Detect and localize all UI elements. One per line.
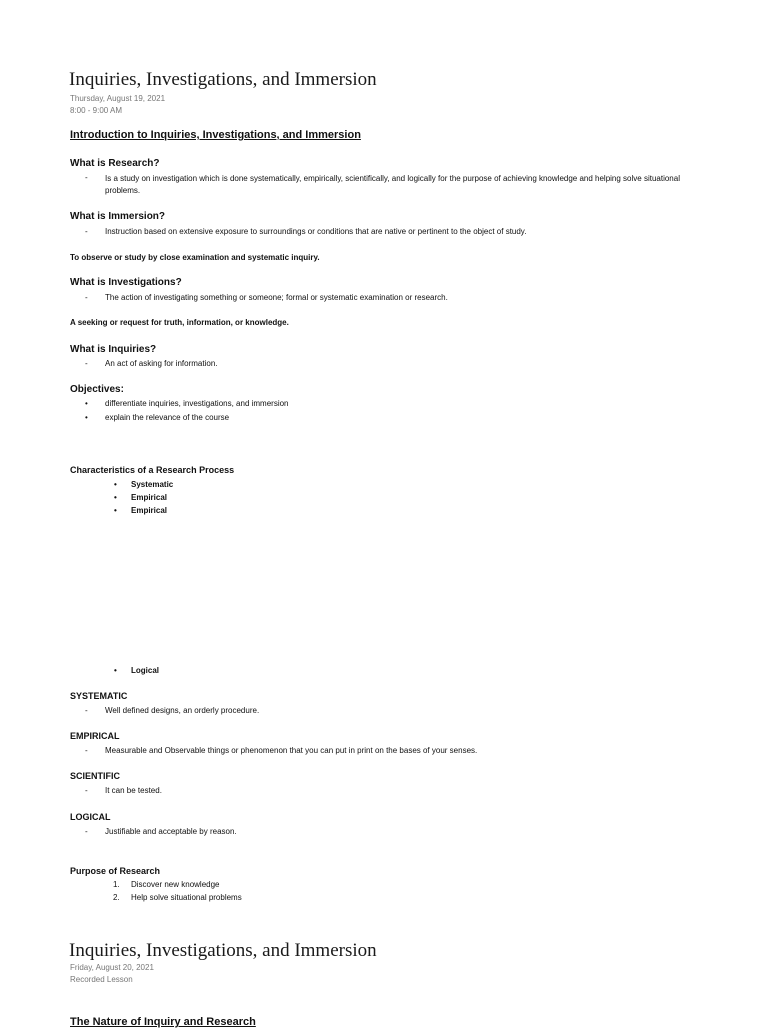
dash-bullet: - [85, 827, 88, 836]
dash-bullet: - [85, 746, 88, 755]
heading-what-is-research: What is Research? [70, 158, 160, 169]
objective-item-text: differentiate inquiries, investigations, and immersion [105, 399, 289, 408]
page-date: Thursday, August 19, 2021 [70, 94, 166, 103]
characteristic-item-text: Empirical [131, 506, 168, 515]
characteristic-item-text: Systematic [131, 480, 174, 489]
bullet-dot: • [114, 480, 117, 489]
definition-text: Justifiable and acceptable by reason. [105, 827, 237, 836]
list-number: 1. [113, 880, 120, 889]
inquiries-definition-text: An act of asking for information. [105, 359, 218, 368]
heading-what-is-investigations: What is Investigations? [70, 277, 182, 288]
purpose-item-text: Help solve situational problems [131, 893, 242, 902]
heading-objectives: Objectives: [70, 384, 124, 395]
definition-text: Measurable and Observable things or phenomenon that you can put in print on the bases of your senses. [105, 746, 478, 755]
bullet-dot: • [85, 399, 88, 408]
characteristic-item-text: Empirical [131, 493, 168, 502]
immersion-definition-text: Instruction based on extensive exposure to surroundings or conditions that are native or pertinent to the object of study. [105, 227, 527, 236]
heading-purpose: Purpose of Research [70, 866, 161, 876]
definition-text: Well defined designs, an orderly procedure. [105, 706, 260, 715]
bullet-dot: • [85, 413, 88, 422]
section2-date: Friday, August 20, 2021 [70, 963, 154, 972]
objective-item-text: explain the relevance of the course [105, 413, 230, 422]
term-systematic: SYSTEMATIC [70, 691, 128, 701]
heading-what-is-inquiries: What is Inquiries? [70, 344, 157, 355]
immersion-note: To observe or study by close examination and systematic inquiry. [70, 253, 320, 262]
investigations-note: A seeking or request for truth, information, or knowledge. [70, 318, 289, 327]
dash-bullet: - [85, 786, 88, 795]
heading-characteristics: Characteristics of a Research Process [70, 465, 235, 475]
dash-bullet: - [85, 706, 88, 715]
bullet-dot: • [114, 506, 117, 515]
term-scientific: SCIENTIFIC [70, 771, 121, 781]
term-empirical: EMPIRICAL [70, 731, 120, 741]
dash-bullet: - [85, 359, 88, 368]
dash-bullet: - [85, 293, 88, 302]
research-definition-text: Is a study on investigation which is done systematically, empirically, scientifically, and logically for the purpose of achieving knowledge and helping solve situational problems. [105, 174, 680, 195]
dash-bullet: - [85, 173, 88, 182]
page-time: 8:00 - 9:00 AM [70, 106, 123, 115]
section2-title: Inquiries, Investigations, and Immersion [69, 940, 377, 961]
dash-bullet: - [85, 227, 88, 236]
heading-what-is-immersion: What is Immersion? [70, 211, 166, 222]
characteristic-item-text: Logical [131, 666, 160, 675]
section2-note: Recorded Lesson [70, 975, 133, 984]
bullet-dot: • [114, 493, 117, 502]
term-logical: LOGICAL [70, 812, 111, 822]
investigations-definition-text: The action of investigating something or someone; formal or systematic examination or research. [105, 293, 448, 302]
definition-text: It can be tested. [105, 786, 162, 795]
section2-heading: The Nature of Inquiry and Research [70, 1016, 256, 1028]
page-title: Inquiries, Investigations, and Immersion [69, 69, 377, 90]
purpose-item-text: Discover new knowledge [131, 880, 220, 889]
list-number: 2. [113, 893, 120, 902]
bullet-dot: • [114, 666, 117, 675]
section-heading-intro: Introduction to Inquiries, Investigations, and Immersion [70, 129, 361, 141]
